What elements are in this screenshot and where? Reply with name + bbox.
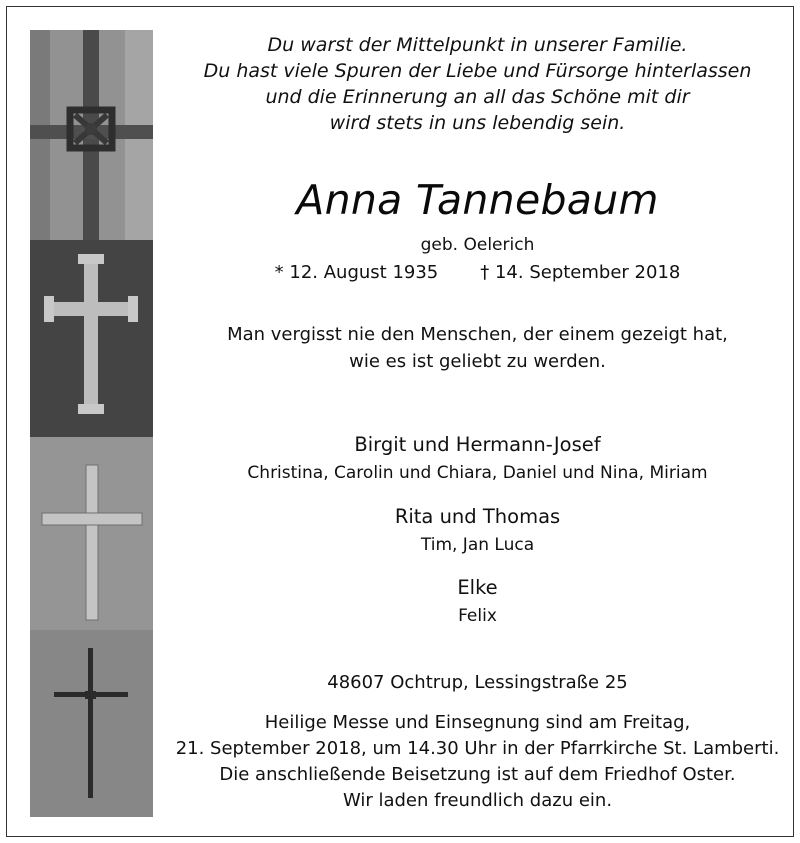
family-head: Birgit und Hermann-Josef xyxy=(354,433,601,456)
family-head: Elke xyxy=(457,576,498,599)
family-members: Felix xyxy=(458,606,497,626)
motto-line: Du hast viele Spuren der Liebe und Fürsorge hinterlassen xyxy=(203,60,752,82)
motto-line: Du warst der Mittelpunkt in unserer Familie. xyxy=(267,34,688,56)
life-dates xyxy=(165,262,790,283)
service-line: Wir laden freundlich dazu ein. xyxy=(342,790,613,811)
dark-cross-image xyxy=(30,630,153,817)
quote-line: Man vergisst nie den Menschen, der einem gezeigt hat, xyxy=(227,324,728,345)
birth-date: * 12. August 1935 xyxy=(274,262,439,283)
quote-line: wie es ist geliebt zu werden. xyxy=(349,351,606,372)
address: 48607 Ochtrup, Lessingstraße 25 xyxy=(327,672,628,693)
motto-line: wird stets in uns lebendig sein. xyxy=(329,112,626,134)
motto-line: und die Erinnerung an all das Schöne mit dir xyxy=(265,86,690,108)
service-line: Die anschließende Beisetzung ist auf dem Friedhof Oster. xyxy=(219,764,736,785)
family-members: Christina, Carolin und Chiara, Daniel und Nina, Miriam xyxy=(247,463,708,483)
maiden-name: geb. Oelerich xyxy=(420,235,535,255)
family-head: Rita und Thomas xyxy=(394,505,561,528)
stone-cross-image xyxy=(30,240,153,437)
plain-cross-image xyxy=(30,437,153,630)
iron-cross-image xyxy=(30,30,153,240)
death-date: † 14. September 2018 xyxy=(480,262,681,283)
deceased-name: Anna Tannebaum xyxy=(296,176,659,224)
service-line: Heilige Messe und Einsegnung sind am Freitag, xyxy=(264,712,691,733)
service-line: 21. September 2018, um 14.30 Uhr in der Pfarrkirche St. Lamberti. xyxy=(175,738,780,759)
family-members: Tim, Jan Luca xyxy=(420,535,535,555)
cross-photo-strip xyxy=(30,30,153,817)
